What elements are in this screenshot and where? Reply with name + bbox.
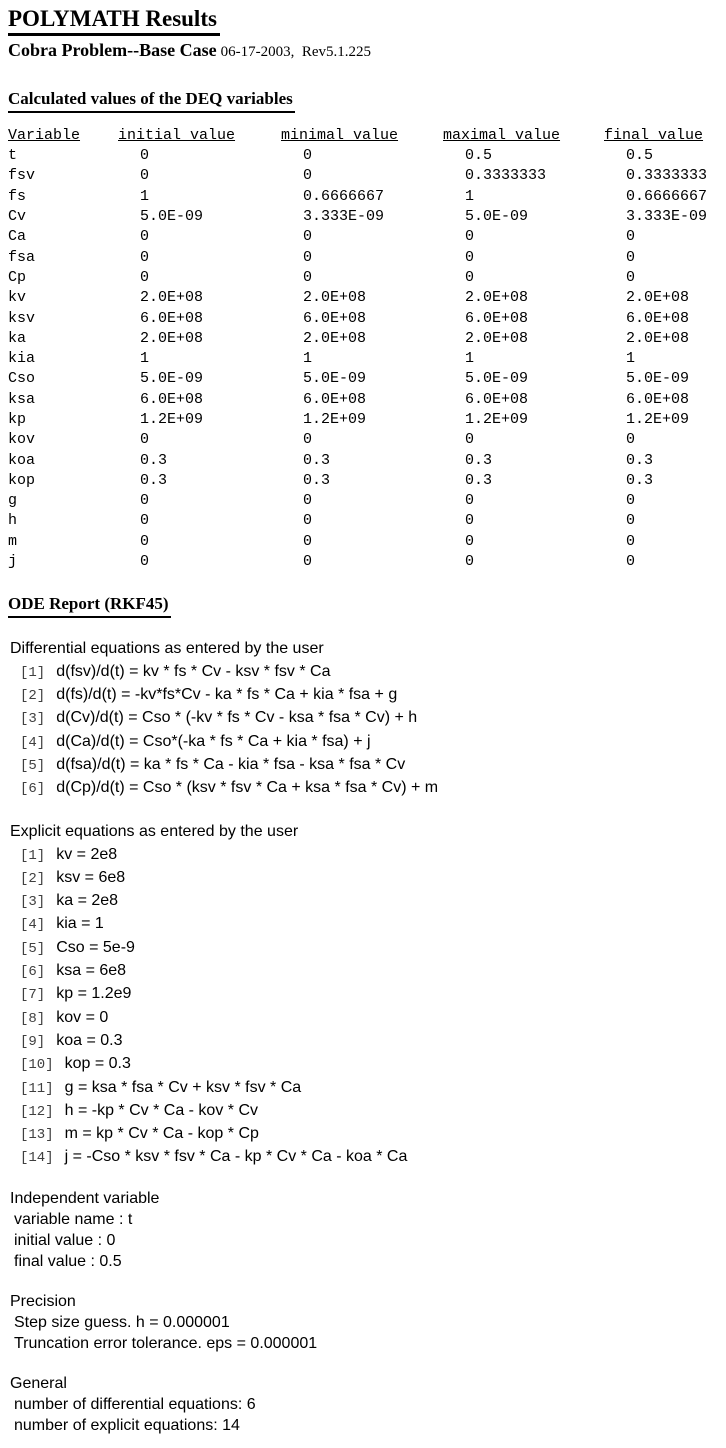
equation-row (8, 960, 726, 983)
variable-cell: Cv (8, 208, 27, 226)
value-cell: 1 (140, 187, 150, 205)
value-cell: 0.6666667 (303, 187, 385, 205)
value-cell: 0 (303, 228, 313, 246)
value-cell: 0 (140, 248, 150, 266)
equation-text: ksv = 6e8 (56, 868, 126, 886)
value-cell: 5.0E-09 (626, 370, 690, 388)
equation-text: d(fs)/d(t) = -kv*fs*Cv - ka * fs * Ca + kia * fsa + g (56, 686, 398, 704)
value-cell: 2.0E+08 (626, 329, 690, 347)
value-cell: 0 (303, 532, 313, 550)
value-cell: 0 (140, 228, 150, 246)
equation-number: [3] (20, 894, 46, 911)
table-row (8, 146, 724, 166)
equation-text: koa = 0.3 (56, 1031, 123, 1049)
value-cell: 2.0E+08 (140, 289, 204, 307)
equation-text: j = -Cso * ksv * fsv * Ca - kp * Cv * Ca - koa * Ca (64, 1148, 408, 1166)
equation-row (8, 844, 726, 867)
column-header-label: Variable (8, 126, 81, 144)
table-row (8, 349, 724, 369)
table-row (8, 369, 724, 389)
equation-number: [14] (20, 1150, 54, 1167)
equation-number: [3] (20, 711, 46, 728)
equation-text: d(fsa)/d(t) = ka * fs * Ca - kia * fsa - ksa * fsa * Cv (56, 755, 406, 773)
value-cell: 0 (140, 553, 150, 571)
value-cell: 0 (465, 431, 475, 449)
equation-text: d(Ca)/d(t) = Cso*(-ka * fs * Ca + kia * fsa) + j (56, 732, 371, 750)
table-header-row (8, 126, 724, 146)
value-cell: 0 (303, 512, 313, 530)
value-cell: 0 (465, 248, 475, 266)
column-header (118, 126, 281, 146)
value-cell: 5.0E-09 (140, 208, 204, 226)
value-cell: 2.0E+08 (303, 329, 367, 347)
value-cell: 0.3 (626, 471, 654, 489)
equation-row (8, 684, 726, 707)
subsection-line: number of explicit equations: 14 (14, 1416, 240, 1434)
variable-cell: kia (8, 350, 36, 368)
value-cell: 0.3 (303, 471, 331, 489)
value-cell: 2.0E+08 (303, 289, 367, 307)
equation-number: [9] (20, 1033, 46, 1050)
table-row (8, 532, 724, 552)
variable-cell: Cso (8, 370, 36, 388)
table-row (8, 491, 724, 511)
subsection-heading: Precision (10, 1292, 76, 1310)
value-cell: 2.0E+08 (465, 329, 529, 347)
subsection-heading: Independent variable (10, 1189, 160, 1207)
variable-cell: kop (8, 471, 36, 489)
value-cell: 0 (140, 492, 150, 510)
equation-number: [12] (20, 1103, 54, 1120)
value-cell: 0.6666667 (626, 187, 708, 205)
equation-row (8, 1007, 726, 1030)
value-cell: 2.0E+08 (626, 289, 690, 307)
value-cell: 0 (465, 532, 475, 550)
calculated-values-heading-row (8, 89, 726, 112)
equation-text: d(fsv)/d(t) = kv * fs * Cv - ksv * fsv * Ca (56, 662, 331, 680)
value-cell: 0 (465, 512, 475, 530)
subsection-line: Step size guess. h = 0.000001 (14, 1313, 230, 1331)
subsection-line: variable name : t (14, 1210, 133, 1228)
section-heading-calculated-values: Calculated values of the DEQ variables (8, 89, 295, 112)
explicit-equations-list (8, 844, 726, 1170)
value-cell: 6.0E+08 (626, 390, 690, 408)
value-cell: 1 (465, 187, 475, 205)
column-header (443, 126, 604, 146)
table-row (8, 552, 724, 572)
value-cell: 0 (626, 431, 636, 449)
differential-equations-intro: Differential equations as entered by the user (10, 639, 324, 657)
report-subsections (8, 1188, 726, 1436)
equation-row (8, 913, 726, 936)
variable-cell: fsv (8, 167, 36, 185)
variable-cell: koa (8, 451, 36, 469)
value-cell: 0.3 (140, 451, 168, 469)
value-cell: 0.5 (626, 147, 654, 165)
equation-text: d(Cv)/d(t) = Cso * (-kv * fs * Cv - ksa * fsa * Cv) + h (56, 709, 418, 727)
equation-number: [2] (20, 688, 46, 705)
value-cell: 0 (140, 167, 150, 185)
equation-number: [1] (20, 664, 46, 681)
value-cell: 0 (303, 167, 313, 185)
value-cell: 0.3 (626, 451, 654, 469)
value-cell: 0 (465, 228, 475, 246)
variable-cell: fs (8, 187, 27, 205)
equation-row (8, 777, 726, 800)
equation-number: [2] (20, 870, 46, 887)
equation-row (8, 707, 726, 730)
value-cell: 1 (626, 350, 636, 368)
table-row (8, 187, 724, 207)
value-cell: 0 (626, 248, 636, 266)
variable-cell: g (8, 492, 18, 510)
value-cell: 0 (140, 431, 150, 449)
equation-number: [5] (20, 757, 46, 774)
value-cell: 5.0E-09 (140, 370, 204, 388)
equation-row (8, 661, 726, 684)
equation-row (8, 1077, 726, 1100)
value-cell: 0 (465, 492, 475, 510)
table-row (8, 288, 724, 308)
subsection (8, 1373, 726, 1436)
variable-cell: ksa (8, 390, 36, 408)
deq-variables-table (8, 126, 724, 573)
value-cell: 0 (465, 268, 475, 286)
column-header-label: final value (604, 126, 704, 144)
value-cell: 0 (303, 248, 313, 266)
value-cell: 0 (303, 431, 313, 449)
table-row (8, 471, 724, 491)
table-row (8, 390, 724, 410)
equation-row (8, 754, 726, 777)
equation-number: [8] (20, 1010, 46, 1027)
equation-row (8, 1100, 726, 1123)
equation-number: [6] (20, 964, 46, 981)
value-cell: 0.3 (303, 451, 331, 469)
subsection-line: final value : 0.5 (14, 1252, 122, 1270)
value-cell: 0.3333333 (465, 167, 547, 185)
value-cell: 0 (626, 512, 636, 530)
variable-cell: kp (8, 410, 27, 428)
page-title: POLYMATH Results (8, 6, 220, 36)
value-cell: 0.3 (465, 451, 493, 469)
table-row (8, 410, 724, 430)
subsection (8, 1291, 726, 1354)
equation-text: m = kp * Cv * Ca - kop * Cp (64, 1125, 259, 1143)
value-cell: 1.2E+09 (465, 410, 529, 428)
equation-number: [1] (20, 847, 46, 864)
value-cell: 0 (303, 147, 313, 165)
equation-number: [10] (20, 1057, 54, 1074)
table-row (8, 309, 724, 329)
value-cell: 0 (140, 147, 150, 165)
variable-cell: j (8, 553, 18, 571)
variable-cell: Ca (8, 228, 27, 246)
equation-row (8, 1123, 726, 1146)
value-cell: 1 (303, 350, 313, 368)
equation-text: d(Cp)/d(t) = Cso * (ksv * fsv * Ca + ksa * fsa * Cv) + m (56, 779, 439, 797)
value-cell: 1 (140, 350, 150, 368)
value-cell: 1.2E+09 (303, 410, 367, 428)
value-cell: 0 (303, 492, 313, 510)
equation-text: g = ksa * fsa * Cv + ksv * fsv * Ca (64, 1078, 302, 1096)
value-cell: 5.0E-09 (303, 370, 367, 388)
value-cell: 6.0E+08 (626, 309, 690, 327)
equation-row (8, 983, 726, 1006)
value-cell: 6.0E+08 (303, 309, 367, 327)
value-cell: 0 (303, 268, 313, 286)
report-date-revision: 06-17-2003, Rev5.1.225 (220, 44, 372, 61)
variable-cell: kv (8, 289, 27, 307)
problem-title: Cobra Problem--Base Case (8, 40, 217, 61)
equation-text: ksa = 6e8 (56, 962, 127, 980)
column-header-label: minimal value (281, 126, 399, 144)
table-row (8, 511, 724, 531)
value-cell: 3.333E-09 (626, 208, 708, 226)
equation-number: [4] (20, 917, 46, 934)
equation-number: [4] (20, 734, 46, 751)
value-cell: 0 (140, 532, 150, 550)
subsection (8, 1188, 726, 1272)
ode-report-heading-row (8, 594, 726, 617)
value-cell: 0 (626, 553, 636, 571)
variable-cell: t (8, 147, 18, 165)
equation-text: kia = 1 (56, 915, 104, 933)
value-cell: 6.0E+08 (465, 309, 529, 327)
table-row (8, 329, 724, 349)
value-cell: 0 (626, 228, 636, 246)
equation-text: ka = 2e8 (56, 892, 119, 910)
table-row (8, 207, 724, 227)
column-header-label: initial value (118, 126, 236, 144)
equation-row (8, 731, 726, 754)
table-row (8, 268, 724, 288)
equation-row (8, 867, 726, 890)
column-header (8, 126, 118, 146)
value-cell: 5.0E-09 (465, 370, 529, 388)
column-header-label: maximal value (443, 126, 561, 144)
subsection-line: Truncation error tolerance. eps = 0.000001 (14, 1334, 318, 1352)
value-cell: 3.333E-09 (303, 208, 385, 226)
equation-text: kv = 2e8 (56, 845, 118, 863)
section-heading-ode-report: ODE Report (RKF45) (8, 594, 171, 617)
value-cell: 0 (626, 492, 636, 510)
value-cell: 0.3333333 (626, 167, 708, 185)
differential-equations-list (8, 661, 726, 801)
equation-text: kop = 0.3 (64, 1055, 131, 1073)
report-subtitle (8, 39, 726, 63)
equation-number: [7] (20, 987, 46, 1004)
equation-text: kp = 1.2e9 (56, 985, 132, 1003)
equation-number: [11] (20, 1080, 54, 1097)
variable-cell: ksv (8, 309, 36, 327)
value-cell: 0 (140, 268, 150, 286)
equation-number: [13] (20, 1127, 54, 1144)
variable-cell: Cp (8, 268, 27, 286)
column-header (604, 126, 724, 146)
equation-number: [5] (20, 940, 46, 957)
variable-cell: m (8, 532, 18, 550)
value-cell: 6.0E+08 (465, 390, 529, 408)
value-cell: 0 (303, 553, 313, 571)
value-cell: 5.0E-09 (465, 208, 529, 226)
equation-number: [6] (20, 781, 46, 798)
table-row (8, 451, 724, 471)
subsection-heading: General (10, 1374, 67, 1392)
value-cell: 2.0E+08 (465, 289, 529, 307)
variable-cell: kov (8, 431, 36, 449)
value-cell: 0 (626, 268, 636, 286)
equation-row (8, 937, 726, 960)
variable-cell: ka (8, 329, 27, 347)
equation-row (8, 1030, 726, 1053)
value-cell: 0 (465, 553, 475, 571)
subsection-line: initial value : 0 (14, 1231, 116, 1249)
value-cell: 1.2E+09 (140, 410, 204, 428)
table-row (8, 248, 724, 268)
value-cell: 6.0E+08 (140, 390, 204, 408)
equation-row (8, 1053, 726, 1076)
subsection-line: number of differential equations: 6 (14, 1395, 256, 1413)
value-cell: 0 (140, 512, 150, 530)
value-cell: 2.0E+08 (140, 329, 204, 347)
equation-text: Cso = 5e-9 (56, 938, 135, 956)
equation-row (8, 1146, 726, 1169)
equation-text: h = -kp * Cv * Ca - kov * Cv (64, 1101, 258, 1119)
explicit-equations-intro: Explicit equations as entered by the user (10, 822, 299, 840)
equation-text: kov = 0 (56, 1008, 109, 1026)
value-cell: 1.2E+09 (626, 410, 690, 428)
table-row (8, 166, 724, 186)
value-cell: 1 (465, 350, 475, 368)
column-header (281, 126, 443, 146)
value-cell: 0.3 (140, 471, 168, 489)
value-cell: 0.5 (465, 147, 493, 165)
table-row (8, 430, 724, 450)
equation-row (8, 890, 726, 913)
variable-cell: h (8, 512, 18, 530)
table-row (8, 227, 724, 247)
variable-cell: fsa (8, 248, 36, 266)
value-cell: 0.3 (465, 471, 493, 489)
value-cell: 0 (626, 532, 636, 550)
value-cell: 6.0E+08 (303, 390, 367, 408)
value-cell: 6.0E+08 (140, 309, 204, 327)
